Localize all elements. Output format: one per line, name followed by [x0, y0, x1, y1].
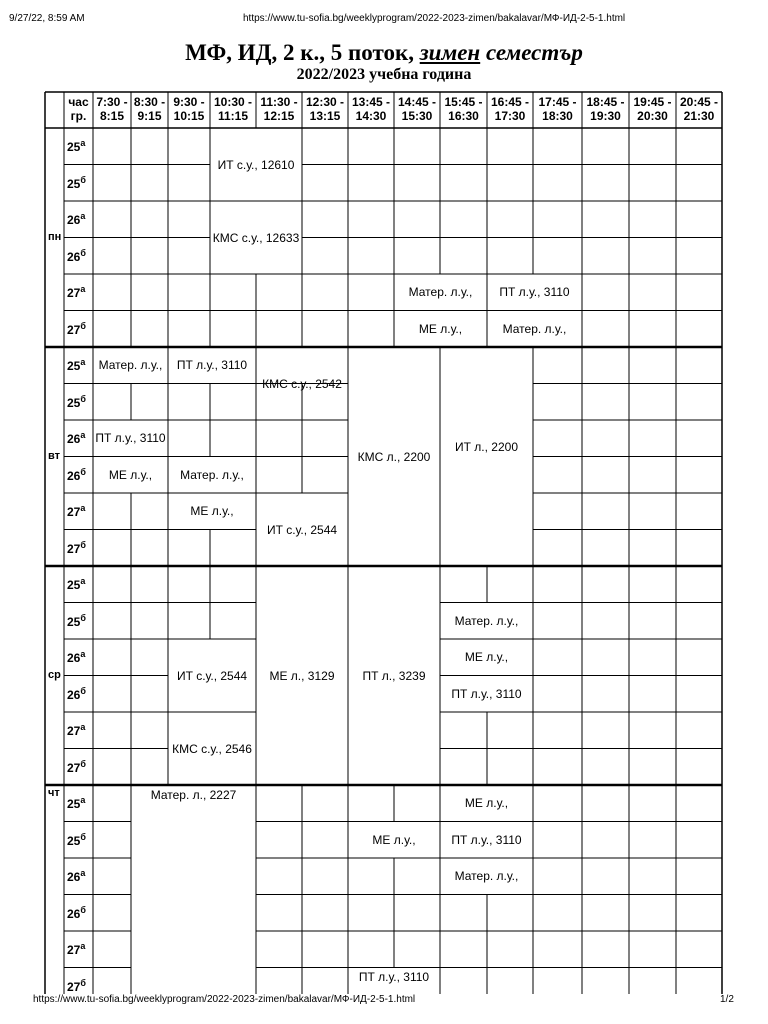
group-label: $25^а$ — [67, 576, 86, 592]
time-slot-header: 10:30 - 11:15 — [213, 95, 253, 123]
class-entry: КМС л., 2200 — [357, 450, 431, 464]
group-label: $25^б$ — [67, 612, 86, 629]
time-slot-header: 19:45 - 20:30 — [633, 95, 672, 123]
print-footer-url: https://www.tu-sofia.bg/weeklyprogram/2022-2023-zimen/bakalavar/МФ-ИД-2-5-1.html — [33, 994, 416, 1005]
class-entry: ИТ с.у., 12610 — [217, 157, 295, 172]
time-slot-header: 13:45 - 14:30 — [351, 95, 391, 123]
group-label: $26^б$ — [67, 466, 86, 483]
group-label: $27^б$ — [67, 539, 86, 556]
class-entry: КМС с.у., 2542 — [262, 377, 342, 391]
time-slot-header: 18:45 - 19:30 — [586, 95, 625, 123]
class-entry: Матер. л.у., — [454, 613, 519, 628]
class-entry: КМС с.у., 2546 — [172, 741, 252, 756]
class-entry: Матер. л.у., — [502, 321, 567, 336]
time-slot-header: 12:30 - 13:15 — [305, 95, 345, 123]
class-entry: ИТ с.у., 2544 — [266, 522, 338, 537]
group-label: $25^б$ — [67, 393, 86, 410]
class-entry: МЕ л.у., — [108, 467, 153, 482]
group-label: $25^б$ — [67, 174, 86, 191]
group-label: $25^а$ — [67, 138, 86, 154]
day-label: ср — [48, 669, 61, 681]
class-entry: КМС с.у., 12633 — [212, 230, 300, 245]
time-slot-header: 7:30 - 8:15 — [96, 95, 128, 123]
group-label: $27^а$ — [67, 941, 86, 957]
group-label: $27^б$ — [67, 977, 86, 994]
class-entry: МЕ л., 3129 — [269, 669, 335, 683]
group-label: $27^б$ — [67, 758, 86, 775]
time-slot-header: 11:30 - 12:15 — [260, 95, 298, 123]
day-label: пн — [48, 231, 62, 243]
class-entry: ПТ л.у., 3110 — [499, 285, 570, 300]
group-label: $26^б$ — [67, 247, 86, 264]
class-entry: МЕ л.у., — [464, 796, 509, 811]
page-subtitle: 2022/2023 учебна година — [296, 66, 472, 83]
time-slot-header: 17:45 - 18:30 — [538, 95, 577, 123]
print-header-datetime: 9/27/22, 8:59 AM — [9, 13, 85, 24]
class-entry: ИТ с.у., 2544 — [176, 668, 248, 683]
group-label: $27^а$ — [67, 284, 86, 300]
header-hour-label: час — [68, 95, 89, 109]
class-entry: ПТ л., 3239 — [362, 669, 426, 683]
time-slot-header: 9:30 - 10:15 — [173, 95, 205, 123]
time-slot-header: 14:45 - 15:30 — [397, 95, 437, 123]
group-label: $25^а$ — [67, 357, 86, 373]
print-header-url: https://www.tu-sofia.bg/weeklyprogram/2022-2023-zimen/bakalavar/МФ-ИД-2-5-1.html — [243, 13, 626, 24]
group-label: $27^а$ — [67, 503, 86, 519]
print-footer-page: 1/2 — [720, 994, 734, 1005]
group-label: $26^а$ — [67, 868, 86, 884]
page-title: МФ, ИД, 2 к., 5 поток, зимен семестър — [185, 40, 583, 65]
title-semester-word: зимен — [419, 40, 481, 65]
header-group-label: гр. — [70, 109, 87, 123]
class-entry: ПТ л.у., 3110 — [176, 358, 248, 373]
time-slot-header: 20:45 - 21:30 — [679, 95, 719, 123]
class-entry: Матер. л.у., — [408, 285, 473, 300]
group-label: $27^а$ — [67, 722, 86, 738]
group-label: $26^б$ — [67, 904, 86, 921]
class-entry: Матер. л., 2227 — [150, 788, 237, 802]
time-slot-header: 15:45 - 16:30 — [444, 95, 483, 123]
day-label: вт — [48, 450, 61, 462]
day-label: чт — [48, 787, 60, 799]
group-label: $26^б$ — [67, 685, 86, 702]
group-label: $25^а$ — [67, 795, 86, 811]
class-entry: МЕ л.у., — [418, 321, 463, 336]
group-label: $25^б$ — [67, 831, 86, 848]
class-entry: Матер. л.у., — [454, 869, 519, 884]
class-entry: ПТ л.у., 3110 — [358, 969, 430, 984]
class-entry: МЕ л.у., — [190, 504, 234, 519]
group-label: $26^а$ — [67, 430, 86, 446]
class-entry: Матер. л.у., — [180, 467, 244, 482]
class-entry: МЕ л.у., — [464, 650, 509, 665]
class-entry: ПТ л.у., 3110 — [451, 832, 522, 847]
time-slot-header: 16:45 - 17:30 — [490, 95, 530, 123]
group-label: $26^а$ — [67, 211, 86, 227]
group-label: $26^а$ — [67, 649, 86, 665]
class-entry: ПТ л.у., 3110 — [95, 431, 166, 446]
class-entry: МЕ л.у., — [372, 832, 416, 847]
group-label: $27^б$ — [67, 320, 86, 337]
class-entry: ИТ л., 2200 — [455, 440, 518, 454]
class-entry: ПТ л.у., 3110 — [451, 686, 522, 701]
class-entry: Матер. л.у., — [98, 358, 163, 373]
time-slot-header: 8:30 - 9:15 — [133, 95, 166, 123]
